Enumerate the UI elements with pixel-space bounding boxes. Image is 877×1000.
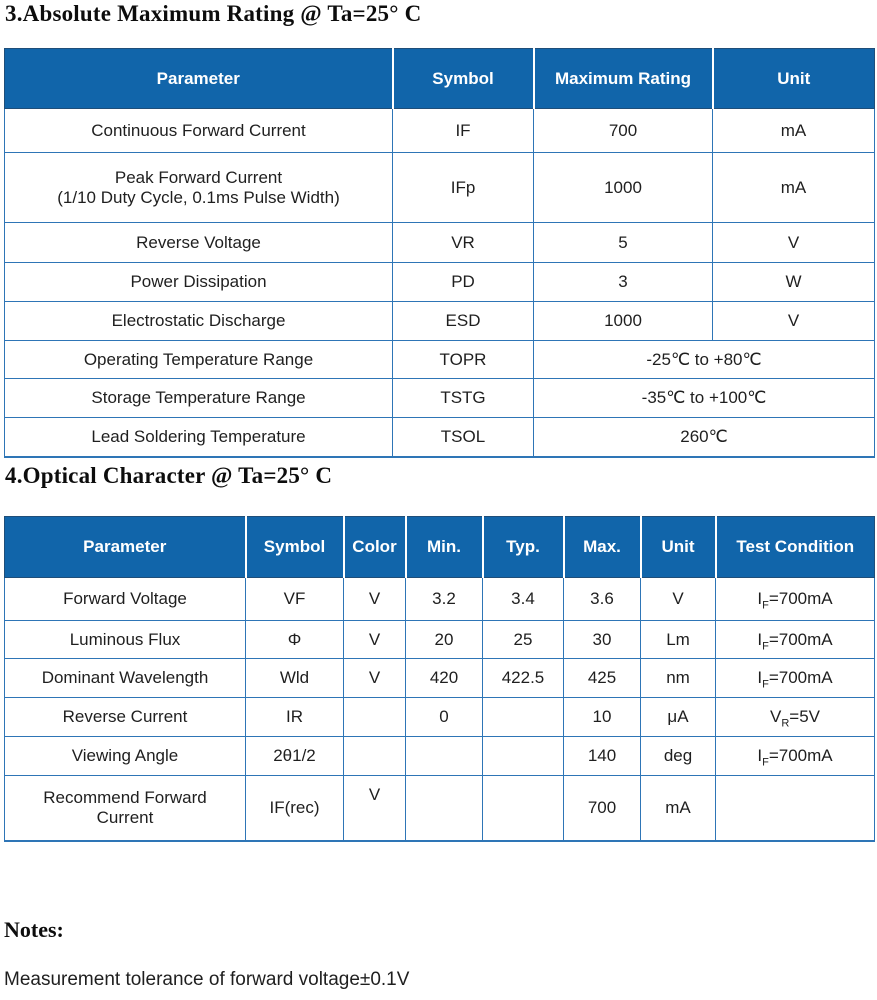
cell-rating-merged: 260℃ (534, 418, 875, 457)
cell-unit: V (713, 302, 875, 341)
cell-parameter: Reverse Voltage (5, 223, 393, 263)
cell-typ: 3.4 (483, 578, 564, 621)
parameter-line-2: (1/10 Duty Cycle, 0.1ms Pulse Width) (57, 187, 340, 207)
notes-line: Measurement tolerance of forward voltage±0.1V (4, 969, 410, 990)
cell-parameter: Power Dissipation (5, 263, 393, 302)
cell-symbol: IF(rec) (246, 776, 344, 841)
notes-heading: Notes: (4, 917, 64, 942)
cell-rating-merged: -35℃ to +100℃ (534, 379, 875, 418)
cell-unit: μA (641, 698, 716, 737)
cell-symbol: Wld (246, 659, 344, 698)
cell-max: 700 (564, 776, 641, 841)
column-header-typ: Typ. (483, 517, 564, 578)
cell-test-condition (716, 776, 875, 841)
cell-symbol: PD (393, 263, 534, 302)
column-header-symbol: Symbol (246, 517, 344, 578)
table-row (5, 621, 875, 659)
cell-parameter: Lead Soldering Temperature (5, 418, 393, 457)
cell-parameter: Continuous Forward Current (5, 109, 393, 153)
cell-rating: 3 (534, 263, 713, 302)
cell-max: 425 (564, 659, 641, 698)
cell-test-condition: $I_F=700mA$ (716, 737, 875, 776)
cell-parameter: Operating Temperature Range (5, 341, 393, 379)
cell-parameter (5, 153, 393, 223)
cell-rating-merged: -25℃ to +80℃ (534, 341, 875, 379)
column-header-symbol: Symbol (393, 49, 534, 109)
cell-color: V (344, 659, 406, 698)
cell-symbol: IFp (393, 153, 534, 223)
column-header-color: Color (344, 517, 406, 578)
cell-parameter: Electrostatic Discharge (5, 302, 393, 341)
column-header-parameter: Parameter (5, 517, 246, 578)
cell-min: 420 (406, 659, 483, 698)
column-header-unit: Unit (641, 517, 716, 578)
table-row (5, 659, 875, 698)
column-header-parameter: Parameter (5, 49, 393, 109)
cell-symbol: ESD (393, 302, 534, 341)
cell-test-condition: $I_F=700mA$ (716, 659, 875, 698)
cell-max: 30 (564, 621, 641, 659)
cell-symbol: Φ (246, 621, 344, 659)
cell-min: 0 (406, 698, 483, 737)
cell-color (344, 698, 406, 737)
cell-unit: mA (713, 109, 875, 153)
cell-parameter: Dominant Wavelength (5, 659, 246, 698)
cell-unit: nm (641, 659, 716, 698)
column-header-max: Max. (564, 517, 641, 578)
table-row (5, 776, 875, 841)
table-row (5, 698, 875, 737)
cell-symbol: IR (246, 698, 344, 737)
cell-parameter (5, 776, 246, 841)
cell-max: 140 (564, 737, 641, 776)
column-header-test-condition: Test Condition (716, 517, 875, 578)
cell-unit: mA (713, 153, 875, 223)
table-row (5, 379, 875, 418)
cell-unit: mA (641, 776, 716, 841)
cell-test-condition: $I_F=700mA$ (716, 621, 875, 659)
cell-test-condition: $V_R=5V$ (716, 698, 875, 737)
column-header-min: Min. (406, 517, 483, 578)
table-row (5, 737, 875, 776)
parameter-line-1: Recommend Forward (43, 787, 207, 807)
cell-min (406, 776, 483, 841)
table-row (5, 223, 875, 263)
cell-typ: 25 (483, 621, 564, 659)
column-header-maximum-rating: Maximum Rating (534, 49, 713, 109)
cell-parameter: Viewing Angle (5, 737, 246, 776)
cell-typ (483, 737, 564, 776)
table-row (5, 341, 875, 379)
cell-symbol: VR (393, 223, 534, 263)
cell-typ (483, 698, 564, 737)
table-row (5, 153, 875, 223)
parameter-line-1: Peak Forward Current (114, 167, 283, 187)
table-row (5, 578, 875, 621)
cell-min: 3.2 (406, 578, 483, 621)
cell-rating: 1000 (534, 153, 713, 223)
cell-symbol: 2θ1/2 (246, 737, 344, 776)
table-row (5, 418, 875, 457)
cell-color: V (344, 621, 406, 659)
cell-unit: Lm (641, 621, 716, 659)
cell-parameter: Reverse Current (5, 698, 246, 737)
cell-min: 20 (406, 621, 483, 659)
absolute-maximum-rating-table (4, 48, 875, 458)
cell-unit: W (713, 263, 875, 302)
cell-symbol: TSTG (393, 379, 534, 418)
table-row (5, 109, 875, 153)
table-row (5, 302, 875, 341)
cell-test-condition: $I_F=700mA$ (716, 578, 875, 621)
cell-parameter: Luminous Flux (5, 621, 246, 659)
cell-typ (483, 776, 564, 841)
cell-rating: 1000 (534, 302, 713, 341)
cell-rating: 700 (534, 109, 713, 153)
section-4-title: 4.Optical Character @ Ta=25° C (5, 463, 333, 488)
cell-symbol: IF (393, 109, 534, 153)
table-header-row (5, 49, 875, 109)
cell-unit: deg (641, 737, 716, 776)
cell-symbol: VF (246, 578, 344, 621)
cell-color: V (344, 776, 406, 841)
cell-max: 3.6 (564, 578, 641, 621)
cell-unit: V (713, 223, 875, 263)
cell-parameter: Storage Temperature Range (5, 379, 393, 418)
table-header-row (5, 517, 875, 578)
section-3-title: 3.Absolute Maximum Rating @ Ta=25° C (5, 1, 422, 26)
cell-typ: 422.5 (483, 659, 564, 698)
cell-unit: V (641, 578, 716, 621)
cell-parameter: Forward Voltage (5, 578, 246, 621)
cell-max: 10 (564, 698, 641, 737)
optical-character-table (4, 516, 875, 842)
cell-min (406, 737, 483, 776)
parameter-line-2: Current (96, 807, 154, 827)
cell-symbol: TOPR (393, 341, 534, 379)
cell-rating: 5 (534, 223, 713, 263)
column-header-unit: Unit (713, 49, 875, 109)
cell-symbol: TSOL (393, 418, 534, 457)
table-row (5, 263, 875, 302)
cell-color (344, 737, 406, 776)
cell-color: V (344, 578, 406, 621)
